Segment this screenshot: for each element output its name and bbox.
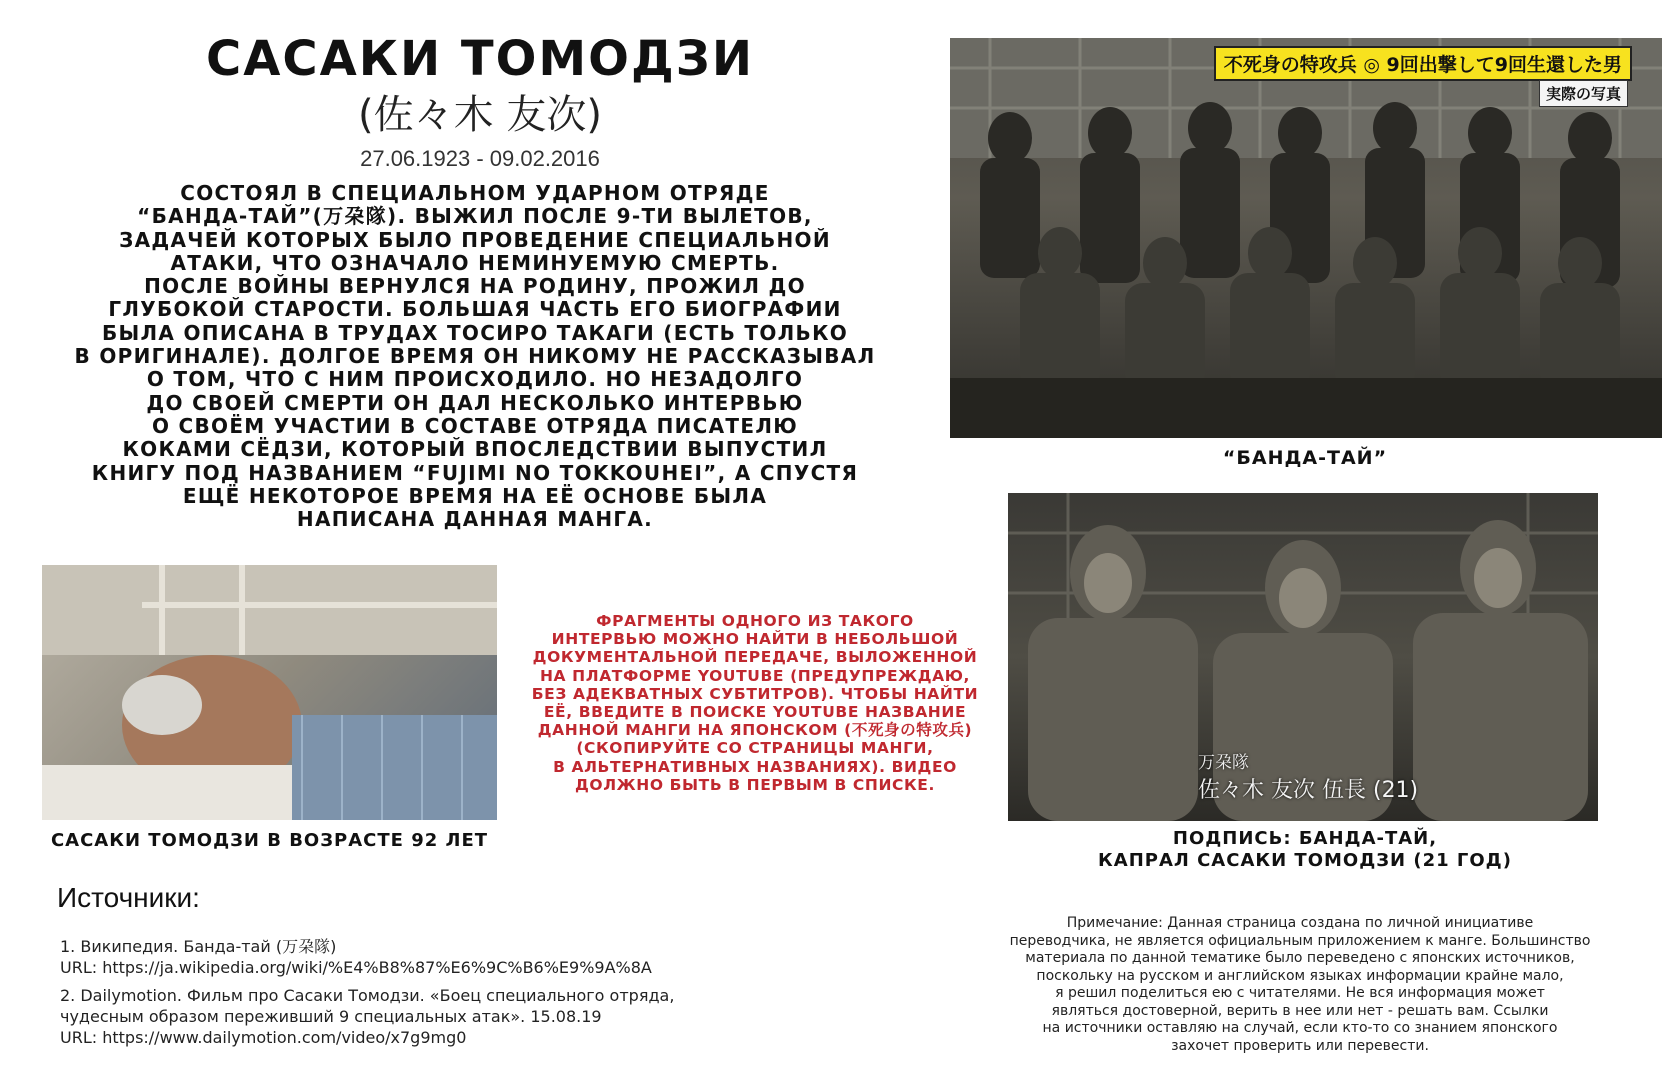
bio-line: ЕЩЁ НЕКОТОРОЕ ВРЕМЯ НА ЕЁ ОСНОВЕ БЫЛА (182, 483, 768, 508)
squad-photo (950, 38, 1662, 438)
japanese-name: (佐々木 友次) (358, 92, 602, 138)
interview-note (525, 612, 985, 794)
bio-line: “БАНДА-ТАЙ”(万朶隊). ВЫЖИЛ ПОСЛЕ 9-ТИ ВЫЛЕТОВ, (137, 204, 813, 229)
bio-line: О ТОМ, ЧТО С НИМ ПРОИСХОДИЛО. НО НЕЗАДОЛГО (146, 367, 804, 392)
photo-subtitle-name: 佐々木 友次 伍長 (21) (1198, 778, 1419, 803)
tv-tag: 実際の写真 (1539, 80, 1628, 107)
source-url[interactable]: URL: https://ja.wikipedia.org/wiki/%E4%B8%87%E6%9C%B6%E9%9A%8A (60, 958, 652, 977)
source-url[interactable]: URL: https://www.dailymotion.com/video/x7g9mg0 (60, 1028, 467, 1047)
source-title: 2. Dailymotion. Фильм про Сасаки Томодзи. «Боец специального отряда, (60, 986, 675, 1005)
young-photo-graphic (1008, 493, 1598, 821)
bio-line: БЫЛА ОПИСАНА В ТРУДАХ ТОСИРО ТАКАГИ (ЕСТЬ ТОЛЬКО (101, 320, 849, 345)
note-line: переводчика, не является официальным приложением к манге. Большинство (1009, 932, 1591, 949)
young-caption-line: ПОДПИСЬ: БАНДА-ТАЙ, (1172, 828, 1438, 849)
bio-line: ПОСЛЕ ВОЙНЫ ВЕРНУЛСЯ НА РОДИНУ, ПРОЖИЛ ДО (144, 274, 806, 299)
note-line: я решил поделиться ею с читателями. Не вся информация может (1055, 985, 1545, 1001)
interview-line: ДАННОЙ МАНГИ НА ЯПОНСКОМ (不死身の特攻兵) (537, 721, 973, 740)
interview-line: ДОЛЖНО БЫТЬ В ПЕРВЫМ В СПИСКЕ. (575, 775, 935, 794)
translator-note (1000, 915, 1600, 1055)
bio-line: В ОРИГИНАЛЕ). ДОЛГОЕ ВРЕМЯ ОН НИКОМУ НЕ РАССКАЗЫВАЛ (74, 344, 876, 369)
interview-line: В АЛЬТЕРНАТИВНЫХ НАЗВАНИЯХ). ВИДЕО (553, 757, 957, 776)
sources-heading: Источники: (57, 882, 200, 913)
interview-line: ДОКУМЕНТАЛЬНОЙ ПЕРЕДАЧЕ, ВЫЛОЖЕННОЙ (532, 648, 978, 667)
bio-line: КНИГУ ПОД НАЗВАНИЕМ “FUJIMI NO TOKKOUHEI”, А СПУСТЯ (91, 460, 859, 485)
source-item (60, 985, 674, 1048)
elderly-photo-graphic (42, 565, 497, 820)
elderly-photo (42, 565, 497, 820)
bio-line: КОКАМИ СЁДЗИ, КОТОРЫЙ ВПОСЛЕДСТВИИ ВЫПУСТИЛ (122, 437, 828, 462)
bio-line: ГЛУБОКОЙ СТАРОСТИ. БОЛЬШАЯ ЧАСТЬ ЕГО БИОГРАФИИ (108, 297, 842, 322)
tv-banner: 不死身の特攻兵 ◎ 9回出撃して9回生還した男 (1214, 46, 1632, 81)
elderly-photo-caption: САСАКИ ТОМОДЗИ В ВОЗРАСТЕ 92 ЛЕТ (50, 830, 489, 851)
bio-line: НАПИСАНА ДАННАЯ МАНГА. (296, 507, 654, 532)
life-dates: 27.06.1923 - 09.02.2016 (360, 146, 600, 171)
bio-line: АТАКИ, ЧТО ОЗНАЧАЛО НЕМИНУЕМУЮ СМЕРТЬ. (170, 250, 780, 275)
page-title: САСАКИ ТОМОДЗИ (205, 31, 754, 87)
interview-line: ФРАГМЕНТЫ ОДНОГО ИЗ ТАКОГО (596, 612, 914, 630)
squad-photo-caption: “БАНДА-ТАЙ” (1222, 447, 1388, 469)
photo-subtitle-unit: 万朶隊 (1198, 753, 1249, 773)
note-line: Примечание: Данная страница создана по личной инициативе (1066, 915, 1534, 931)
interview-line: (СКОПИРУЙТЕ СО СТРАНИЦЫ МАНГИ, (576, 739, 934, 758)
source-item (60, 936, 652, 978)
interview-line: БЕЗ АДЕКВАТНЫХ СУБТИТРОВ). ЧТОБЫ НАЙТИ (531, 684, 979, 703)
biography-text (70, 182, 880, 531)
bio-line: СОСТОЯЛ В СПЕЦИАЛЬНОМ УДАРНОМ ОТРЯДЕ (180, 181, 770, 205)
young-caption-line: КАПРАЛ САСАКИ ТОМОДЗИ (21 ГОД) (1098, 850, 1512, 871)
young-photo (1008, 493, 1598, 821)
note-line: являться достоверной, верить в нее или нет - решать вам. Ссылки (1051, 1002, 1549, 1019)
note-line: на источники оставляю на случай, если кто-то со знанием японского (1042, 1020, 1558, 1036)
note-line: материала по данной тематике было переведено с японских источников, (1025, 950, 1575, 966)
source-title: чудесным образом переживший 9 специальных атак». 15.08.19 (60, 1007, 602, 1026)
bio-line: ЗАДАЧЕЙ КОТОРЫХ БЫЛО ПРОВЕДЕНИЕ СПЕЦИАЛЬНОЙ (119, 227, 831, 252)
bio-line: ДО СВОЕЙ СМЕРТИ ОН ДАЛ НЕСКОЛЬКО ИНТЕРВЬЮ (146, 390, 804, 415)
interview-line: ИНТЕРВЬЮ МОЖНО НАЙТИ В НЕБОЛЬШОЙ (551, 630, 959, 649)
bio-line: О СВОЁМ УЧАСТИИ В СОСТАВЕ ОТРЯДА ПИСАТЕЛЮ (151, 413, 799, 438)
interview-line: ЕЁ, ВВЕДИТЕ В ПОИСКЕ YOUTUBE НАЗВАНИЕ (543, 703, 967, 722)
note-line: захочет проверить или перевести. (1171, 1037, 1429, 1054)
young-photo-caption (1010, 828, 1600, 872)
note-line: поскольку на русском и английском языках информации крайне мало, (1036, 967, 1564, 984)
interview-line: НА ПЛАТФОРМЕ YOUTUBE (ПРЕДУПРЕЖДАЮ, (539, 666, 971, 685)
source-title: 1. Википедия. Банда-тай (万朶隊) (60, 937, 337, 956)
